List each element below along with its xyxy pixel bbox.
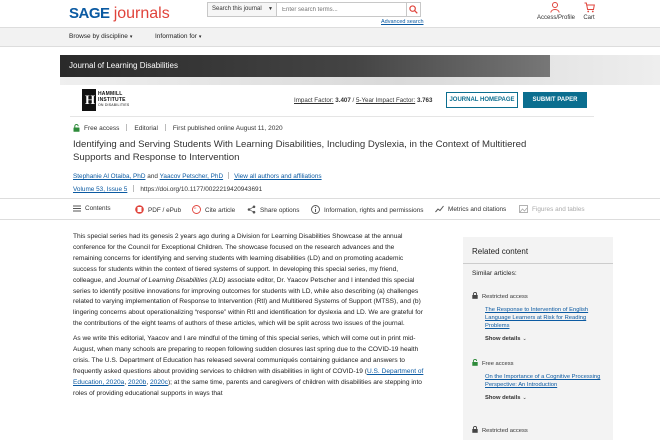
article-title: Identifying and Serving Students With Learning Disabilities, Including Dyslexia, in the Context of Multitiered Supports and Response to Intervention	[73, 139, 527, 163]
info-icon	[311, 205, 320, 214]
chart-icon	[435, 205, 444, 213]
unlocked-icon	[472, 359, 478, 366]
list-icon	[73, 205, 81, 212]
journal-info-card	[70, 85, 594, 117]
search-icon	[409, 5, 418, 14]
reference-link[interactable]: U.S. Department of Education, 2020a	[73, 367, 424, 386]
reference-link[interactable]: 2020c	[150, 378, 168, 386]
related-item: Restricted access The Response to Intervention of English Language Learners at Risk for Reading Problems Show details ⌄	[472, 292, 603, 342]
cart-button[interactable]: Cart	[579, 2, 599, 21]
figures-tables-button: Figures and tables	[519, 205, 585, 213]
show-details-toggle[interactable]: Show details ⌄	[485, 336, 527, 342]
related-item: Free access On the Importance of a Cognitive Processing Perspective: An Introduction Show details ⌄	[472, 359, 603, 401]
author-link[interactable]: Yaacov Petscher, PhD	[159, 173, 224, 180]
search-input[interactable]	[277, 2, 407, 17]
search-button[interactable]	[407, 2, 421, 17]
paragraph: As we write this editorial, Yaacov and I are mindful of the timing of this special series, which will come out in print mid-August, when many schools are preparing to reopen following sudden closures last spring due to the COVID-19 health crisis. The U.S. Department of Education has released several communiqués containing guidance and answers to frequently asked questions about providing services to children with disabilities in light of COVID-19 (U.S. Department of Education, 2020a, 2020b, 2020c); at the same time, parents and caregivers of children with disabilities are stepping into roles of providing educational supports in ways that	[73, 335, 424, 397]
doi[interactable]: https://doi.org/10.1177/0022219420943691	[140, 186, 263, 193]
related-article-link[interactable]: The Response to Intervention of English Language Learners at Risk for Reading Problems	[485, 307, 589, 329]
image-icon	[519, 205, 528, 213]
show-details-toggle[interactable]: Show details ⌄	[485, 395, 527, 401]
unlocked-icon	[73, 124, 80, 132]
author-link[interactable]: Stephanie Al Otaiba, PhD	[73, 173, 146, 180]
article-type: Editorial	[134, 125, 158, 132]
issue-info	[73, 185, 262, 193]
advanced-search-link[interactable]: Advanced search	[381, 19, 424, 25]
share-icon	[247, 205, 256, 214]
nav-bar	[0, 27, 660, 47]
submit-paper-button[interactable]: SUBMIT PAPER	[523, 92, 587, 108]
user-icon	[550, 2, 560, 13]
contents-button[interactable]: Contents	[73, 205, 111, 212]
view-all-authors-link[interactable]: View all authors and affiliations	[234, 173, 322, 180]
nav-information-for[interactable]: Information for ▾	[155, 33, 202, 40]
nav-browse-by-discipline[interactable]: Browse by discipline ▾	[69, 33, 133, 40]
paragraph: This special series had its genesis 2 years ago during a Division for Learning Disabilities Showcase at the annual conference for the Council for Exceptional Children. The showcase focused on the research advances and the remaining concerns for identifying and serving students with learning disabilities (LD) and on promoting academic success for students within the context of tiered systems of support. In developing this special series, my friend, colleague, and Journal of Learning Disabilities (JLD) associate editor, Dr. Yaacov Petscher and I intended this special series to identify positive innovations for improving outcomes for students with LD, while also describing (a) challenges related to varying implementation of Response to Intervention (RtI) and Multitiered Systems of Support (MTSS), and (b) lingering concerns about operationalizing “response” within RtI and identification for dyslexia and LD. We are grateful for the contributions of the eight teams of authors of these articles, which will be split across two issues of the journal.	[73, 233, 423, 328]
top-bar	[0, 0, 660, 27]
chevron-down-icon: ▾	[129, 34, 133, 40]
pdf-icon	[135, 205, 144, 214]
chevron-down-icon: ⌄	[522, 336, 527, 342]
journal-homepage-button[interactable]: JOURNAL HOMEPAGE	[446, 92, 518, 108]
impact-factor: Impact Factor: 3.407 / 5-Year Impact Factor: 3.763	[294, 97, 433, 104]
journal-banner	[0, 55, 660, 85]
search-scope-select[interactable]: Search this journal ▼	[207, 2, 277, 17]
related-content-panel	[463, 237, 613, 440]
journal-title[interactable]: Journal of Learning Disabilities	[69, 61, 178, 70]
svg-text:": "	[194, 208, 197, 214]
related-article-link[interactable]: On the Importance of a Cognitive Processing Perspective: An Introduction	[485, 374, 601, 388]
access-label: Free access	[84, 125, 120, 132]
chevron-down-icon: ▾	[198, 34, 202, 40]
hammill-institute-logo[interactable]: H HAMMILL INSTITUTE ON DISABILITIES	[82, 89, 142, 111]
lock-icon	[472, 426, 478, 433]
hammill-h-mark: H	[85, 92, 96, 107]
similar-articles-heading: Similar articles:	[472, 270, 517, 277]
article-body	[73, 232, 425, 404]
chevron-down-icon: ▼	[268, 6, 273, 12]
article-tools-bar	[0, 198, 660, 220]
sage-journals-logo[interactable]: SAGE journals	[69, 5, 170, 22]
pdf-epub-button[interactable]: PDF / ePub	[135, 205, 181, 214]
share-options-button[interactable]: Share options	[247, 205, 299, 214]
published-date: First published online August 11, 2020	[172, 125, 283, 132]
author-list: Stephanie Al Otaiba, PhD and Yaacov Petscher, PhD View all authors and affiliations	[73, 173, 322, 180]
chevron-down-icon: ⌄	[522, 395, 527, 401]
cite-article-button[interactable]: " Cite article	[192, 205, 235, 214]
article-meta	[73, 124, 283, 132]
related-item: Restricted access	[472, 426, 528, 434]
issue-link[interactable]: Volume 53, Issue 5	[73, 186, 128, 193]
related-content-heading: Related content	[472, 247, 529, 256]
cart-icon	[584, 2, 595, 13]
quote-icon	[192, 205, 201, 214]
information-rights-button[interactable]: Information, rights and permissions	[311, 205, 423, 214]
reference-link[interactable]: 2020b	[128, 378, 147, 386]
lock-icon	[472, 292, 478, 299]
metrics-citations-button[interactable]: Metrics and citations	[435, 205, 506, 213]
access-profile-button[interactable]: Access/Profile	[537, 2, 573, 21]
